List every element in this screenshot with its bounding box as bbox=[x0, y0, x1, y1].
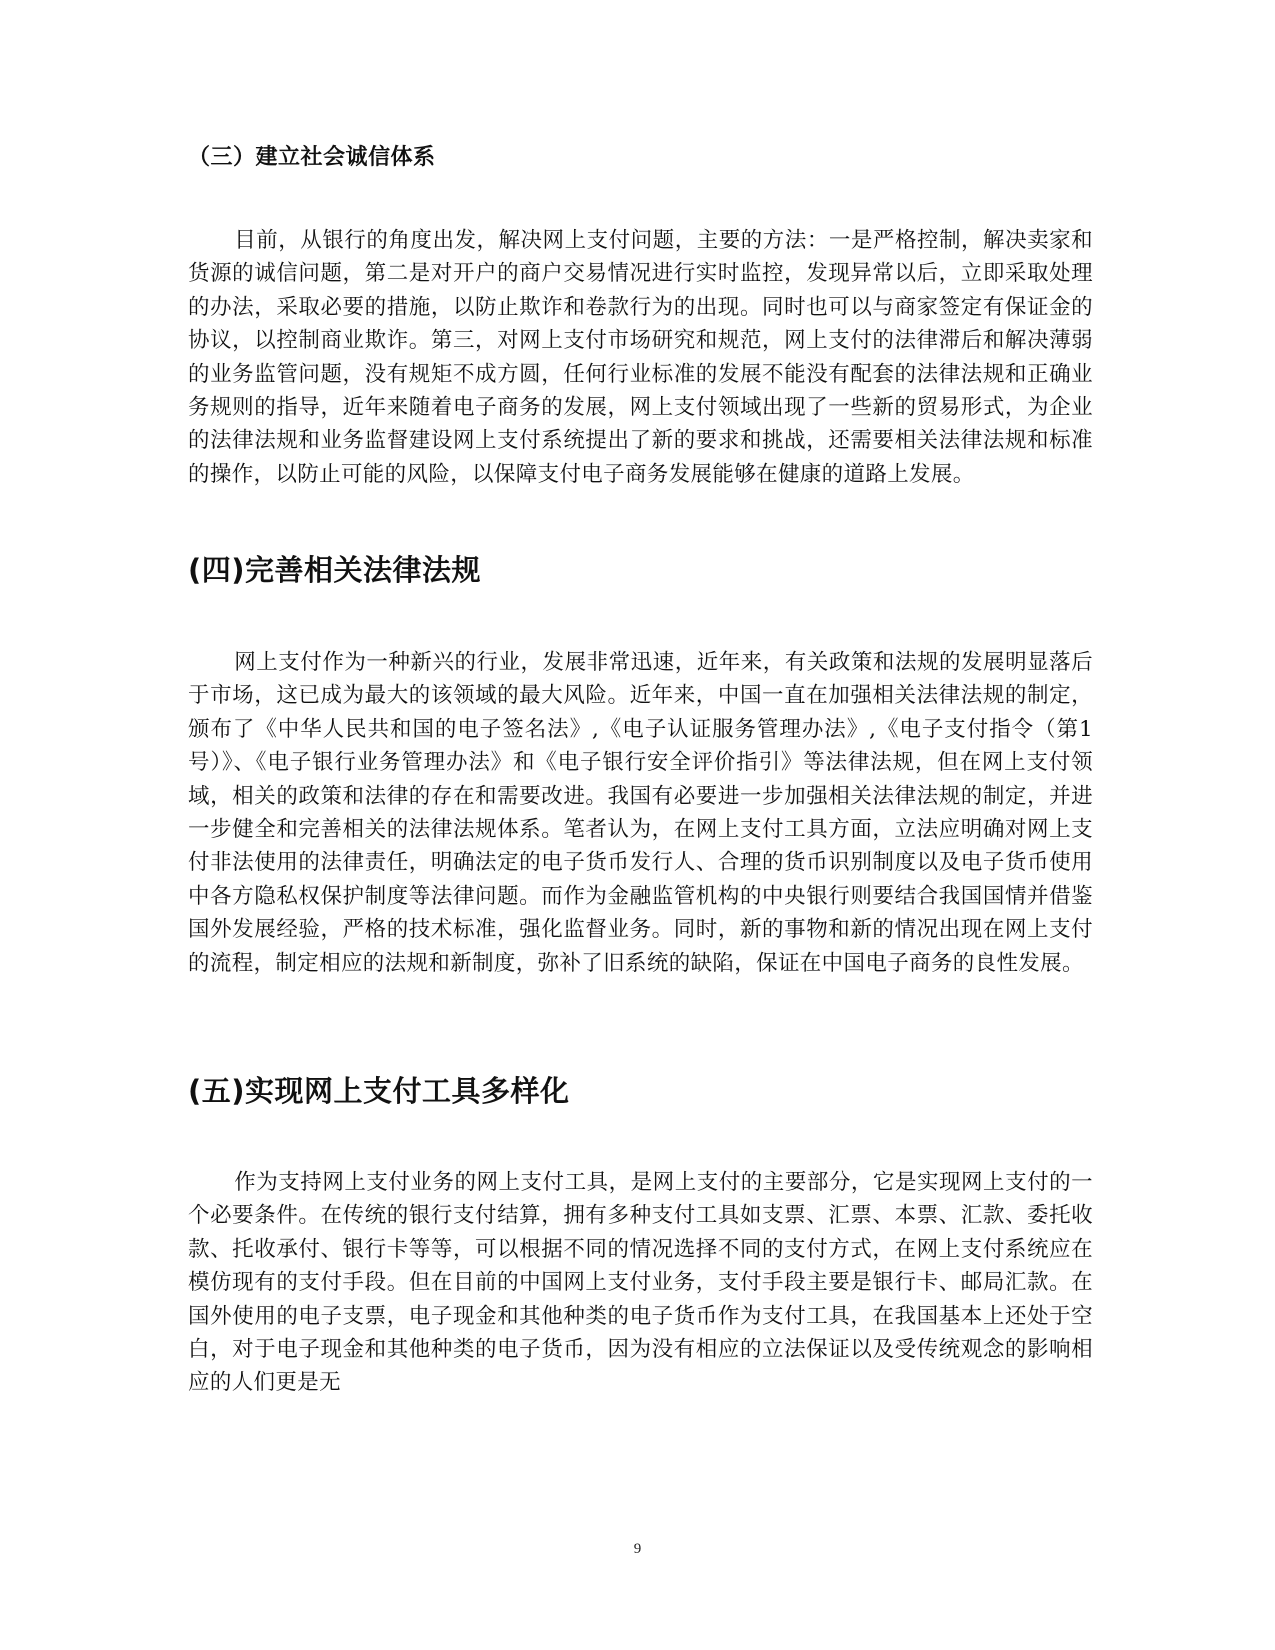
section-paragraph-3: 目前，从银行的角度出发，解决网上支付问题，主要的方法：一是严格控制，解决卖家和货源的诚信问题，第二是对开户的商户交易情况进行实时监控，发现异常以后，立即采取处理的办法，采取必要的措施，以防止欺诈和卷款行为的出现。同时也可以与商家签定有保证金的协议，以控制商业欺诈。第三，对网上支付市场研究和规范，网上支付的法律滞后和解决薄弱的业务监管问题，没有规矩不成方圆，任何行业标准的发展不能没有配套的法律法规和正确业务规则的指导，近年来随着电子商务的发展，网上支付领域出现了一些新的贸易形式，为企业的法律法规和业务监督建设网上支付系统提出了新的要求和挑战，还需要相关法律法规和标准的操作，以防止可能的风险，以保障支付电子商务发展能够在健康的道路上发展。 bbox=[188, 228, 1093, 487]
section-heading-3: （三）建立社会诚信体系 bbox=[188, 145, 436, 170]
page-number: 9 bbox=[633, 1541, 642, 1557]
section-heading-5: (五)实现网上支付工具多样化 bbox=[188, 1074, 570, 1108]
section-paragraph-5: 作为支持网上支付业务的网上支付工具，是网上支付的主要部分，它是实现网上支付的一个必要条件。在传统的银行支付结算，拥有多种支付工具如支票、汇票、本票、汇款、委托收款、托收承付、银行卡等等，可以根据不同的情况选择不同的支付方式，在网上支付系统应在模仿现有的支付手段。但在目前的中国网上支付业务，支付手段主要是银行卡、邮局汇款。在国外使用的电子支票，电子现金和其他种类的电子货币作为支付工具，在我国基本上还处于空白，对于电子现金和其他种类的电子货币，因为没有相应的立法保证以及受传统观念的影响相应的人们更是无 bbox=[188, 1170, 1093, 1396]
section-heading-4: (四)完善相关法律法规 bbox=[188, 553, 482, 587]
section-paragraph-4: 网上支付作为一种新兴的行业，发展非常迅速，近年来，有关政策和法规的发展明显落后于市场，这已成为最大的该领域的最大风险。近年来，中国一直在加强相关法律法规的制定，颁布了《中华人民共和国的电子签名法》,《电子认证服务管理办法》,《电子支付指令（第1号）》、《电子银行业务管理办法》和《电子银行安全评价指引》等法律法规，但在网上支付领域，相关的政策和法律的存在和需要改进。我国有必要进一步加强相关法律法规的制定，并进一步健全和完善相关的法律法规体系。笔者认为，在网上支付工具方面，立法应明确对网上支付非法使用的法律责任，明确法定的电子货币发行人、合理的货币识别制度以及电子货币使用中各方隐私权保护制度等法律问题。而作为金融监管机构的中央银行则要结合我国国情并借鉴国外发展经验，严格的技术标准，强化监督业务。同时，新的事物和新的情况出现在网上支付的流程，制定相应的法规和新制度，弥补了旧系统的缺陷，保证在中国电子商务的良性发展。 bbox=[188, 650, 1093, 976]
